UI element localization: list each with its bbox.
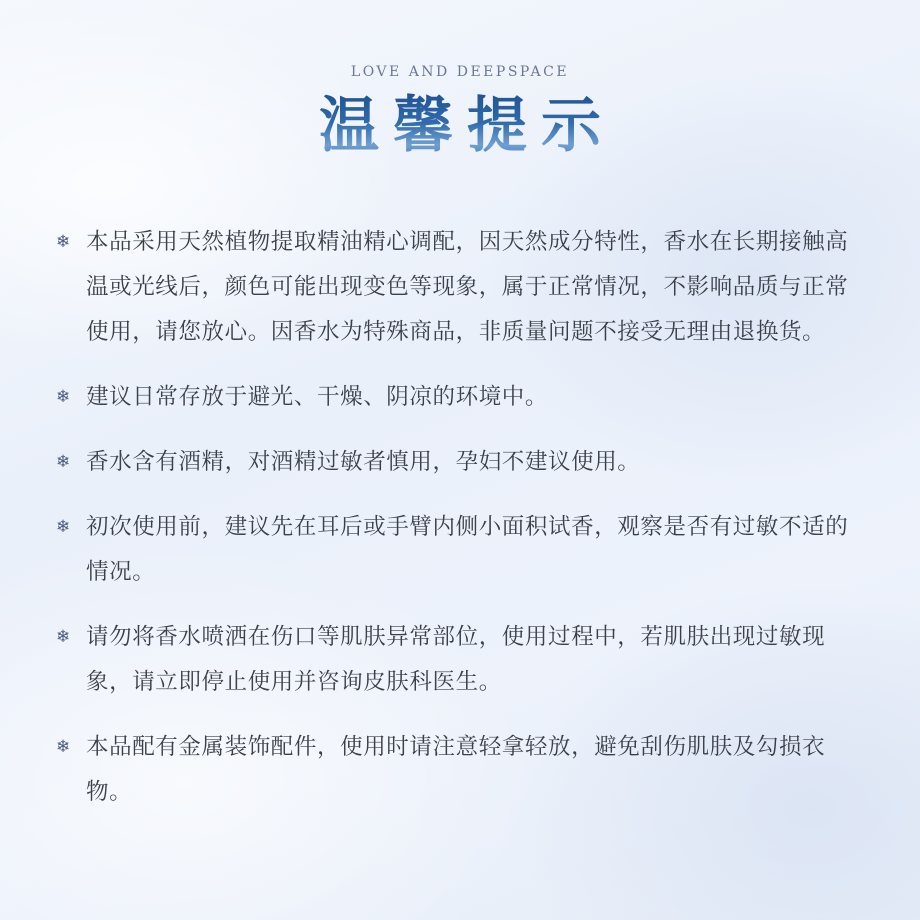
brand-subtitle: LOVE AND DEEPSPACE xyxy=(350,64,570,80)
snowflake-icon: ❄ xyxy=(56,517,71,537)
tip-item xyxy=(56,725,866,815)
snowflake-icon: ❄ xyxy=(56,627,71,647)
snowflake-icon: ❄ xyxy=(56,452,71,472)
tip-text: 初次使用前，建议先在耳后或手臂内侧小面积试香，观察是否有过敏不适的情况。 xyxy=(86,514,849,585)
tip-text: 本品采用天然植物提取精油精心调配，因天然成分特性，香水在长期接触高温或光线后，颜色可能出现变色等现象，属于正常情况，不影响品质与正常使用，请您放心。因香水为特殊商品，非质量问题不接受无理由退换货。 xyxy=(86,229,849,345)
tip-text: 建议日常存放于避光、干燥、阴凉的环境中。 xyxy=(86,384,549,410)
snowflake-icon: ❄ xyxy=(56,737,71,757)
tip-item xyxy=(56,440,866,485)
snowflake-icon: ❄ xyxy=(56,232,71,252)
tip-item xyxy=(56,505,866,595)
snowflake-icon: ❄ xyxy=(56,387,71,407)
tip-item xyxy=(56,615,866,705)
tip-text: 本品配有金属装饰配件，使用时请注意轻拿轻放，避免刮伤肌肤及勾损衣物。 xyxy=(86,734,826,805)
tip-text: 香水含有酒精，对酒精过敏者慎用，孕妇不建议使用。 xyxy=(86,449,641,475)
page-title: 温馨提示 xyxy=(0,88,920,164)
tips-list xyxy=(56,220,866,835)
tip-item xyxy=(56,220,866,355)
tip-item xyxy=(56,375,866,420)
tip-text: 请勿将香水喷洒在伤口等肌肤异常部位，使用过程中，若肌肤出现过敏现象，请立即停止使用并咨询皮肤科医生。 xyxy=(86,624,826,695)
